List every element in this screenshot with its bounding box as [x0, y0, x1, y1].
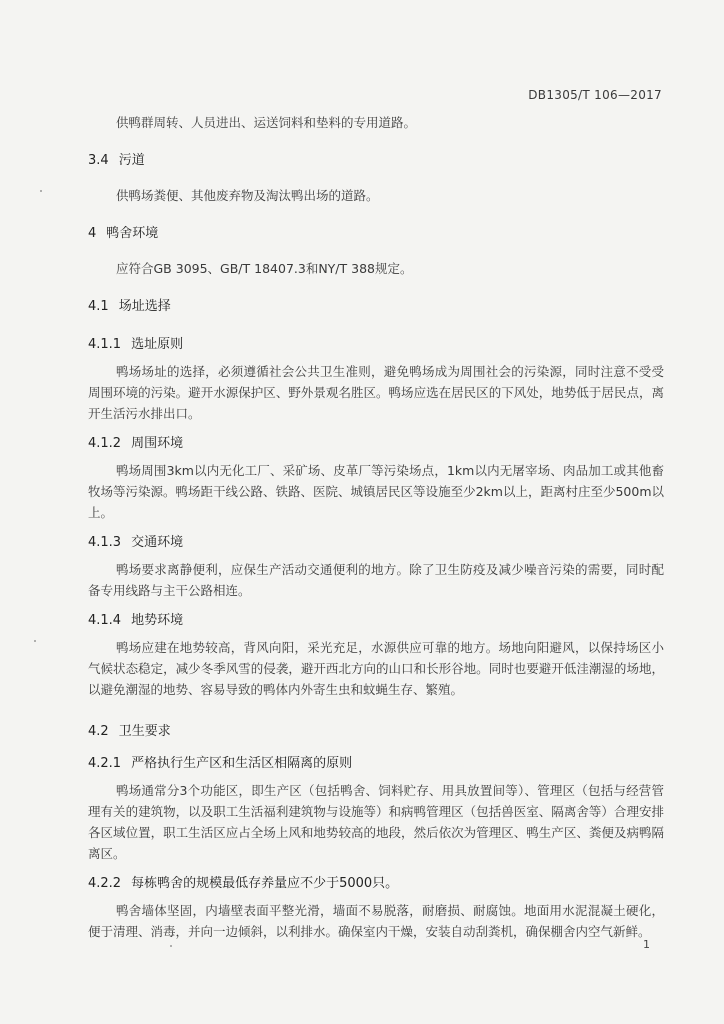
scan-speck [170, 945, 172, 947]
section-title: 地势环境 [131, 613, 184, 628]
scan-speck [34, 640, 36, 642]
page-number: 1 [643, 938, 650, 951]
document-body [88, 112, 664, 942]
section-title: 卫生要求 [118, 724, 171, 739]
section-heading [88, 722, 664, 742]
section-number: 4.1.1 [88, 337, 122, 352]
paragraph: 鸭场应建在地势较高，背风向阳，采光充足，水源供应可靠的地方。场地向阳避风，以保持场区小气候状态稳定，减少冬季风雪的侵袭，避开西北方向的山口和长形谷地。同时也要避开低洼潮湿的场地，以避免潮湿的地势、容易导致的鸭体内外寄生虫和蚊蝇生存、繁殖。 [88, 640, 664, 697]
standard-code: DB1305/T 106—2017 [528, 88, 662, 102]
section-title: 污道 [118, 153, 145, 168]
subsection-heading [88, 874, 664, 894]
section-number: 4.1.3 [88, 535, 122, 550]
paragraph: 鸭场周围3km以内无化工厂、采矿场、皮革厂等污染场点，1km以内无屠宰场、肉品加工或其他畜牧场等污染源。鸭场距干线公路、铁路、医院、城镇居民区等设施至少2km以上，距离村庄至少500m以上。 [88, 463, 664, 520]
subsection-heading [88, 533, 664, 553]
section-number: 4.1 [88, 299, 109, 314]
paragraph: 供鸭场粪便、其他废弃物及淘汰鸭出场的道路。 [116, 188, 379, 203]
section-title: 严格执行生产区和生活区相隔离的原则 [131, 756, 353, 771]
section-title: 场址选择 [118, 299, 171, 314]
section-number: 4.2.1 [88, 756, 122, 771]
section-heading [88, 151, 664, 171]
section-number: 4.1.2 [88, 436, 122, 451]
section-title: 鸭舍环境 [106, 226, 159, 241]
paragraph: 鸭场场址的选择，必须遵循社会公共卫生准则，避免鸭场成为周围社会的污染源，同时注意不受受周围环境的污染。避开水源保护区、野外景观名胜区。鸭场应选在居民区的下风处，地势低于居民点，离开生活污水排出口。 [88, 364, 664, 421]
section-title: 选址原则 [131, 337, 184, 352]
paragraph: 鸭舍墙体坚固，内墙壁表面平整光滑，墙面不易脱落，耐磨损、耐腐蚀。地面用水泥混凝土硬化，便于清理、消毒，并向一边倾斜，以利排水。确保室内干燥，安装自动刮粪机，确保棚舍内空气新鲜。 [88, 903, 664, 939]
section-number: 4.1.4 [88, 613, 122, 628]
section-title: 每栋鸭舍的规模最低存养量应不少于5000只。 [131, 876, 399, 891]
paragraph: 应符合GB 3095、GB/T 18407.3和NY/T 388规定。 [116, 261, 413, 276]
scan-speck [40, 190, 42, 192]
section-heading [88, 297, 664, 317]
section-title: 交通环境 [131, 535, 184, 550]
subsection-heading [88, 434, 664, 454]
section-number: 3.4 [88, 153, 109, 168]
paragraph: 鸭场通常分3个功能区，即生产区（包括鸭舍、饲料贮存、用具放置间等）、管理区（包括与经营管理有关的建筑物，以及职工生活福利建筑物与设施等）和病鸭管理区（包括兽医室、隔离舍等）合理安排各区域位置，职工生活区应占全场上风和地势较高的地段，然后依次为管理区、鸭生产区、粪便及病鸭隔离区。 [88, 783, 664, 861]
paragraph: 鸭场要求离静便利，应保生产活动交通便利的地方。除了卫生防疫及减少噪音污染的需要，同时配备专用线路与主干公路相连。 [88, 562, 664, 598]
subsection-heading [88, 611, 664, 631]
section-number: 4 [88, 226, 97, 241]
paragraph: 供鸭群周转、人员进出、运送饲料和垫料的专用道路。 [116, 115, 417, 130]
section-number: 4.2.2 [88, 876, 122, 891]
section-title: 周围环境 [131, 436, 184, 451]
subsection-heading [88, 754, 664, 774]
section-number: 4.2 [88, 724, 109, 739]
subsection-heading [88, 335, 664, 355]
section-heading [88, 224, 664, 244]
